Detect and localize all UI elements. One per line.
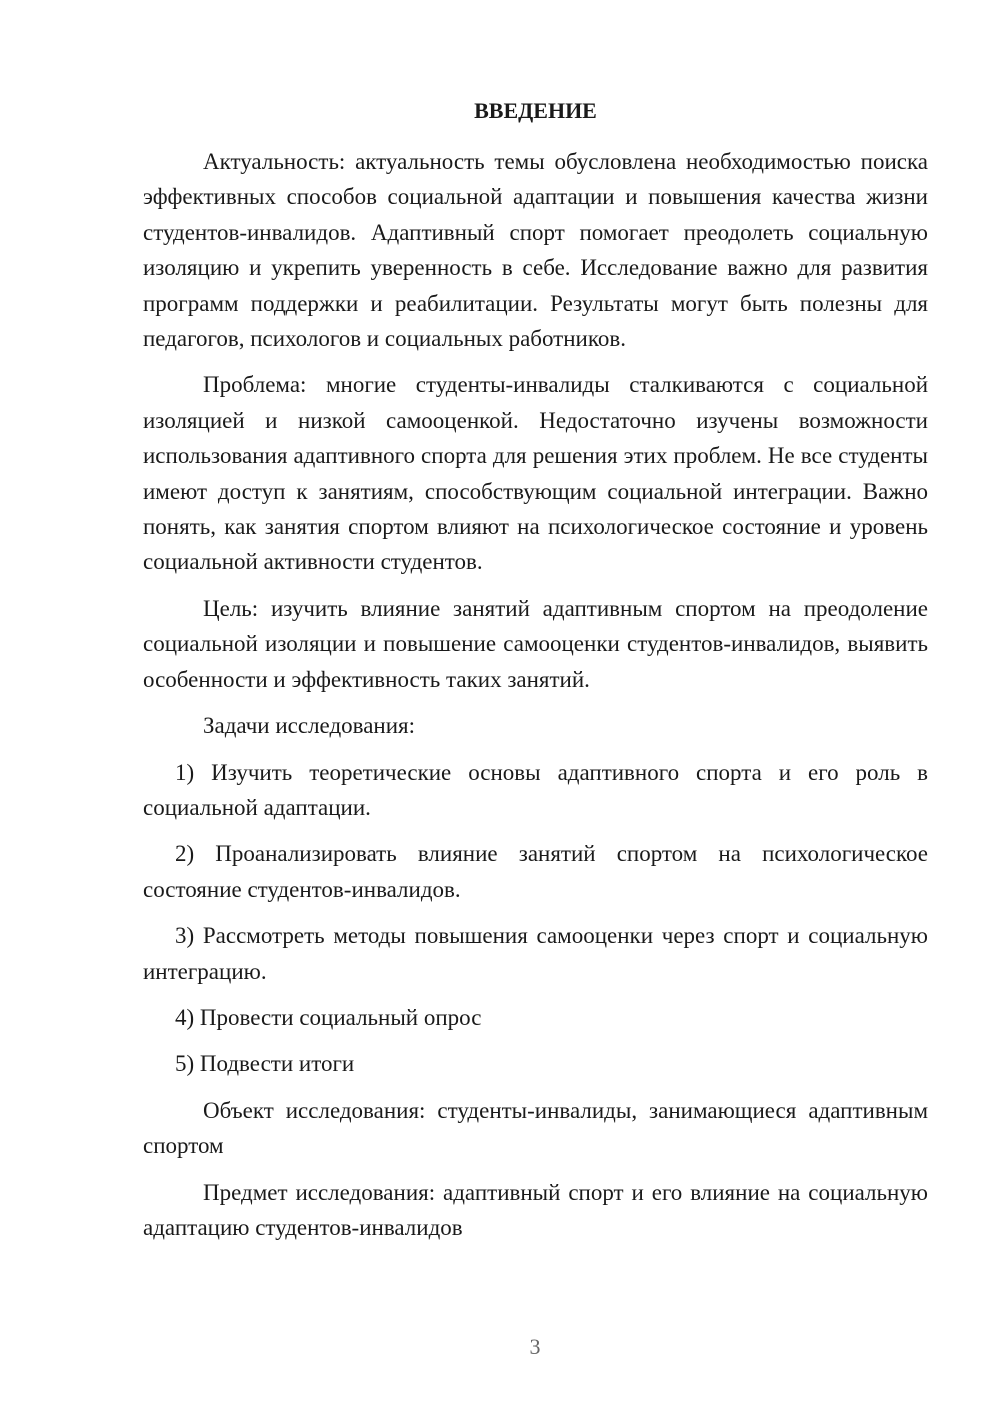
paragraph-subject: Предмет исследования: адаптивный спорт и его влияние на социальную адаптацию студентов-инвалидов	[143, 1179, 928, 1240]
paragraph-problem: Проблема: многие студенты-инвалиды сталкиваются с социальной изоляцией и низкой самооценкой. Недостаточно изучены возможности использования адаптивного спорта для решения этих проблем. Не все студенты имеют доступ к занятиям, способствующим социальной интеграции. Важно понять, как занятия спортом влияют на психологическое состояние и уровень социальной активности студентов.	[143, 372, 928, 575]
section-title: ВВЕДЕНИЕ	[474, 98, 597, 123]
paragraph-relevance: Актуальность: актуальность темы обусловлена необходимостью поиска эффективных способов социальной адаптации и повышения качества жизни студентов-инвалидов. Адаптивный спорт помогает преодолеть социальную изоляцию и укрепить уверенность в себе. Исследование важно для развития программ поддержки и реабилитации. Результаты могут быть полезны для педагогов, психологов и социальных работников.	[143, 149, 928, 352]
page-number: 3	[529, 1334, 541, 1359]
task-item-1: 1) Изучить теоретические основы адаптивного спорта и его роль в социальной адаптации.	[143, 759, 928, 820]
paragraph-goal: Цель: изучить влияние занятий адаптивным спортом на преодоление социальной изоляции и повышение самооценки студентов-инвалидов, выявить особенности и эффективность таких занятий.	[143, 595, 928, 692]
paragraph-object: Объект исследования: студенты-инвалиды, занимающиеся адаптивным спортом	[143, 1097, 928, 1159]
task-item-5: 5) Подвести итоги	[175, 1051, 355, 1077]
task-item-2: 2) Проанализировать влияние занятий спортом на психологическое состояние студентов-инвалидов.	[143, 841, 928, 902]
task-item-3: 3) Рассмотреть методы повышения самооценки через спорт и социальную интеграцию.	[143, 923, 928, 984]
paragraph-tasks-heading: Задачи исследования:	[203, 713, 416, 739]
page-content	[143, 93, 928, 1256]
task-item-4: 4) Провести социальный опрос	[175, 1004, 482, 1030]
